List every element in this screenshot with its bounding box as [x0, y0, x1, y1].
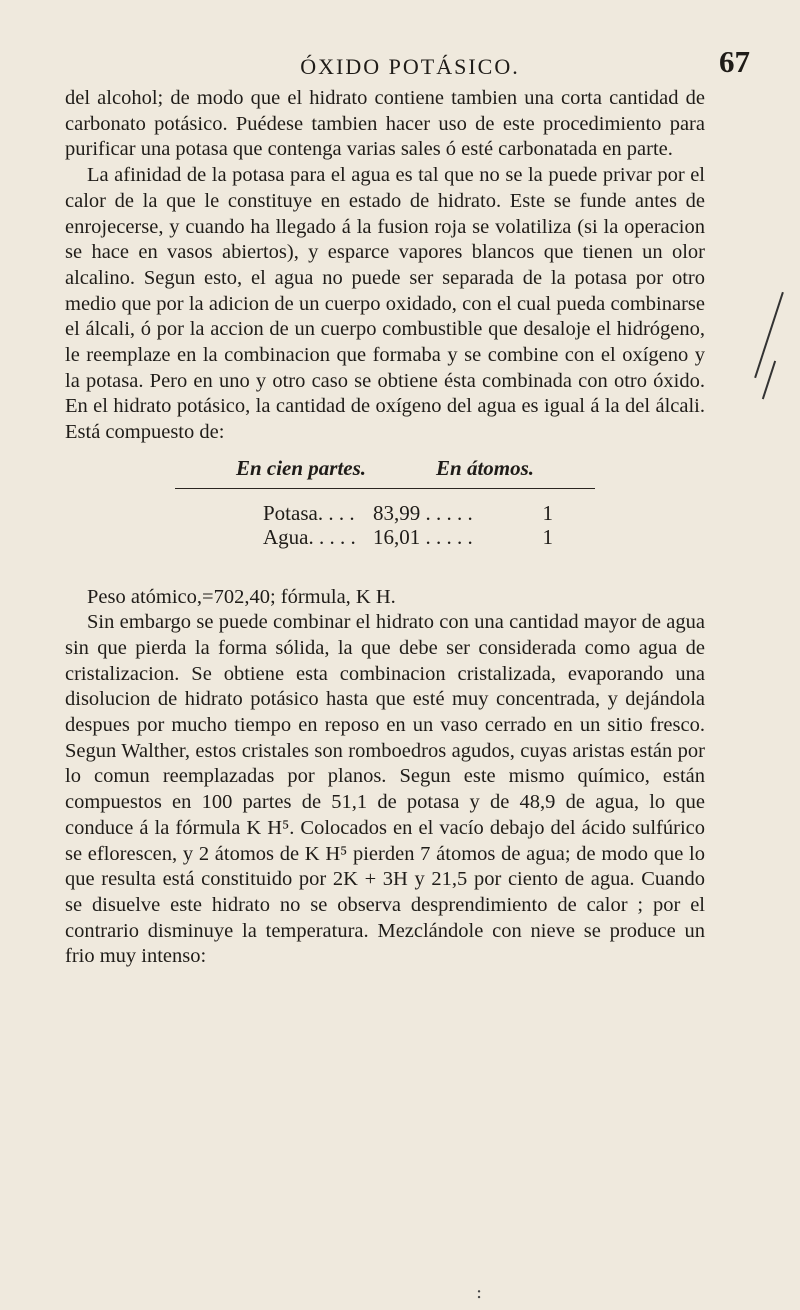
row-parts: 83,99 . . . . .	[373, 500, 473, 525]
body-text	[65, 86, 705, 970]
table-rule	[175, 488, 595, 489]
composition-table-header	[65, 456, 705, 482]
formula-line: Peso atómico,=702,40; fórmula, K H.	[87, 585, 396, 608]
row-atoms: 1	[542, 524, 553, 549]
margin-pencil-mark	[762, 361, 776, 400]
page-number: 67	[719, 44, 750, 79]
row-atoms: 1	[542, 500, 553, 525]
composition-table	[263, 501, 705, 549]
paragraph-2: La afinidad de la potasa para el agua es tal que no se la puede privar por el calor de la que le constituye en estado de hidrato. Este se funde antes de enrojecerse, y cuando ha llegado á la fusion roja se volatiliza (si la operacion se hace en vasos abiertos), y esparce vapores blancos que tienen un olor alcalino. Segun esto, el agua no puede ser separada de la potasa por otro medio que por la adicion de un cuerpo oxidado, con el cual pueda combinarse el álcali, ó por la accion de un cuerpo combustible que desaloje el hidrógeno, le reemplaze en la combinacion que formaba y se combine con el oxígeno y la potasa. Pero en uno y otro caso se obtiene ésta combinada con otro óxido. En el hidrato potásico, la cantidad de oxígeno del agua es igual á la del álcali. Está compuesto de:	[65, 164, 705, 444]
column-head-atoms: En átomos.	[436, 455, 535, 480]
footer-mark: :	[476, 1282, 483, 1303]
margin-pencil-mark	[754, 292, 784, 378]
page-header	[60, 44, 760, 84]
table-row	[263, 501, 705, 525]
table-row	[263, 525, 705, 549]
row-name: Potasa. . . .	[263, 500, 355, 525]
paragraph-1: del alcohol; de modo que el hidrato contiene tambien una corta cantidad de carbonato potásico. Puédese tambien hacer uso de este procedimiento para purificar una potasa que contenga varias sales ó esté carbonatada en parte.	[65, 87, 705, 161]
paragraph-4: Sin embargo se puede combinar el hidrato con una cantidad mayor de agua sin que pierda la forma sólida, la que debe ser considerada como agua de cristalizacion. Se obtiene esta combinacion cristalizada, evaporando una disolucion de hidrato potásico hasta que esté muy concentrada, y dejándola despues por mucho tiempo en reposo en un vaso cerrado en un sitio fresco. Segun Walther, estos cristales son romboedros agudos, cuyas aristas están por lo comun reemplazadas por planos. Segun este mismo químico, están compuestos en 100 partes de 51,1 de potasa y de 48,9 de agua, lo que conduce á la fórmula K H⁵. Colocados en el vacío debajo del ácido sulfúrico se eflorescen, y 2 átomos de K H⁵ pierden 7 átomos de agua; de modo que lo que resulta está constituido por 2K + 3H y 21,5 por ciento de agua. Cuando se disuelve este hidrato no se observa desprendimiento de calor ; por el contrario disminuye la temperatura. Mezclándole con nieve se produce un frio muy intenso:	[65, 611, 705, 968]
row-parts: 16,01 . . . . .	[373, 524, 473, 549]
column-head-parts: En cien partes.	[235, 455, 367, 480]
row-name: Agua. . . . .	[263, 524, 356, 549]
running-head: ÓXIDO POTÁSICO.	[300, 54, 520, 79]
